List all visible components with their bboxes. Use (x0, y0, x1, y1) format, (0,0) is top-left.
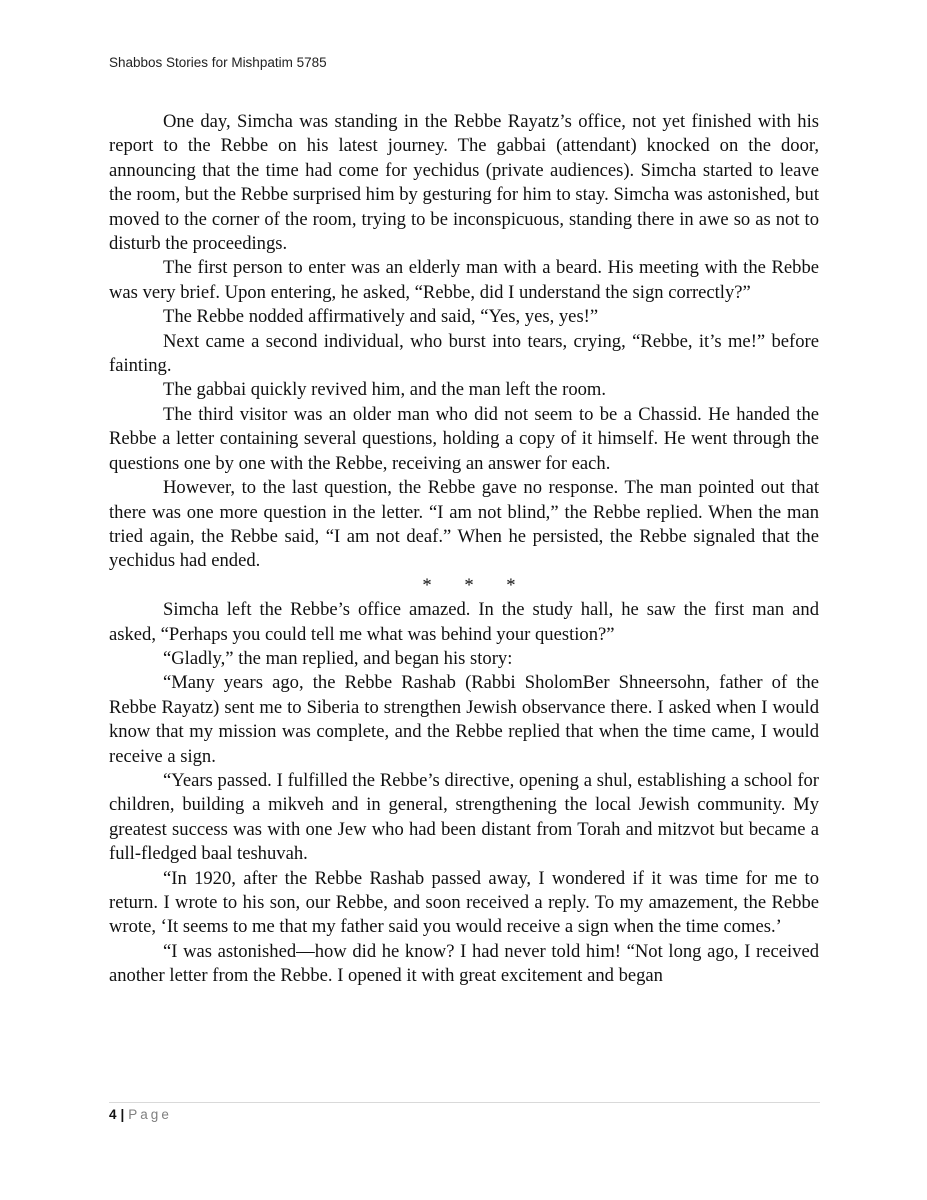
section-separator: * * * (422, 574, 516, 596)
paragraph: “Many years ago, the Rebbe Rashab (Rabbi SholomBer Shneersohn, father of the Rebbe Rayatz) sent me to Siberia to strengthen Jewish observance there. I asked when I would know that my mission was complete, and the Rebbe replied that when the time came, I would receive a sign. (109, 672, 819, 767)
paragraph: The gabbai quickly revived him, and the man left the room. (163, 379, 607, 401)
page-number: 4 (109, 1107, 117, 1122)
page-footer (109, 1107, 172, 1122)
paragraph: The Rebbe nodded affirmatively and said, “Yes, yes, yes!” (163, 306, 599, 328)
paragraph: The third visitor was an older man who did not seem to be a Chassid. He handed the Rebbe a letter containing several questions, holding a copy of it himself. He went through the questions one by one with the Rebbe, receiving an answer for each. (109, 403, 819, 474)
paragraph: However, to the last question, the Rebbe gave no response. The man pointed out that there was one more question in the letter. “I am not blind,” the Rebbe replied. When the man tried again, the Rebbe said, “I am not deaf.” When he persisted, the Rebbe signaled that the yechidus had ended. (109, 477, 819, 572)
paragraph: “I was astonished—how did he know? I had never told him! “Not long ago, I received another letter from the Rebbe. I opened it with great excitement and began (109, 940, 819, 987)
document-body (109, 110, 819, 989)
footer-divider (109, 1102, 820, 1103)
running-header: Shabbos Stories for Mishpatim 5785 (109, 55, 327, 70)
paragraph: “In 1920, after the Rebbe Rashab passed away, I wondered if it was time for me to return. I wrote to his son, our Rebbe, and soon received a reply. To my amazement, the Rebbe wrote, ‘It seems to me that my father said you would receive a sign when the time comes.’ (109, 867, 819, 938)
page-label: Page (128, 1107, 172, 1122)
paragraph: Next came a second individual, who burst into tears, crying, “Rebbe, it’s me!” before fainting. (109, 330, 819, 377)
paragraph: One day, Simcha was standing in the Rebbe Rayatz’s office, not yet finished with his report to the Rebbe on his latest journey. The gabbai (attendant) knocked on the door, announcing that the time had come for yechidus (private audiences). Simcha started to leave the room, but the Rebbe surprised him by gesturing for him to stay. Simcha was astonished, but moved to the corner of the room, trying to be inconspicuous, standing there in awe so as not to disturb the proceedings. (109, 111, 819, 255)
paragraph: Simcha left the Rebbe’s office amazed. In the study hall, he saw the first man and asked, “Perhaps you could tell me what was behind your question?” (109, 599, 819, 645)
footer-separator: | (120, 1107, 125, 1122)
paragraph: “Gladly,” the man replied, and began his story: (163, 647, 513, 669)
paragraph: The first person to enter was an elderly man with a beard. His meeting with the Rebbe was very brief. Upon entering, he asked, “Rebbe, did I understand the sign correctly?” (109, 257, 819, 303)
paragraph: “Years passed. I fulfilled the Rebbe’s directive, opening a shul, establishing a school for children, building a mikveh and in general, strengthening the local Jewish community. My greatest success was with one Jew who had been distant from Torah and mitzvot but became a full-fledged baal teshuvah. (109, 769, 819, 865)
